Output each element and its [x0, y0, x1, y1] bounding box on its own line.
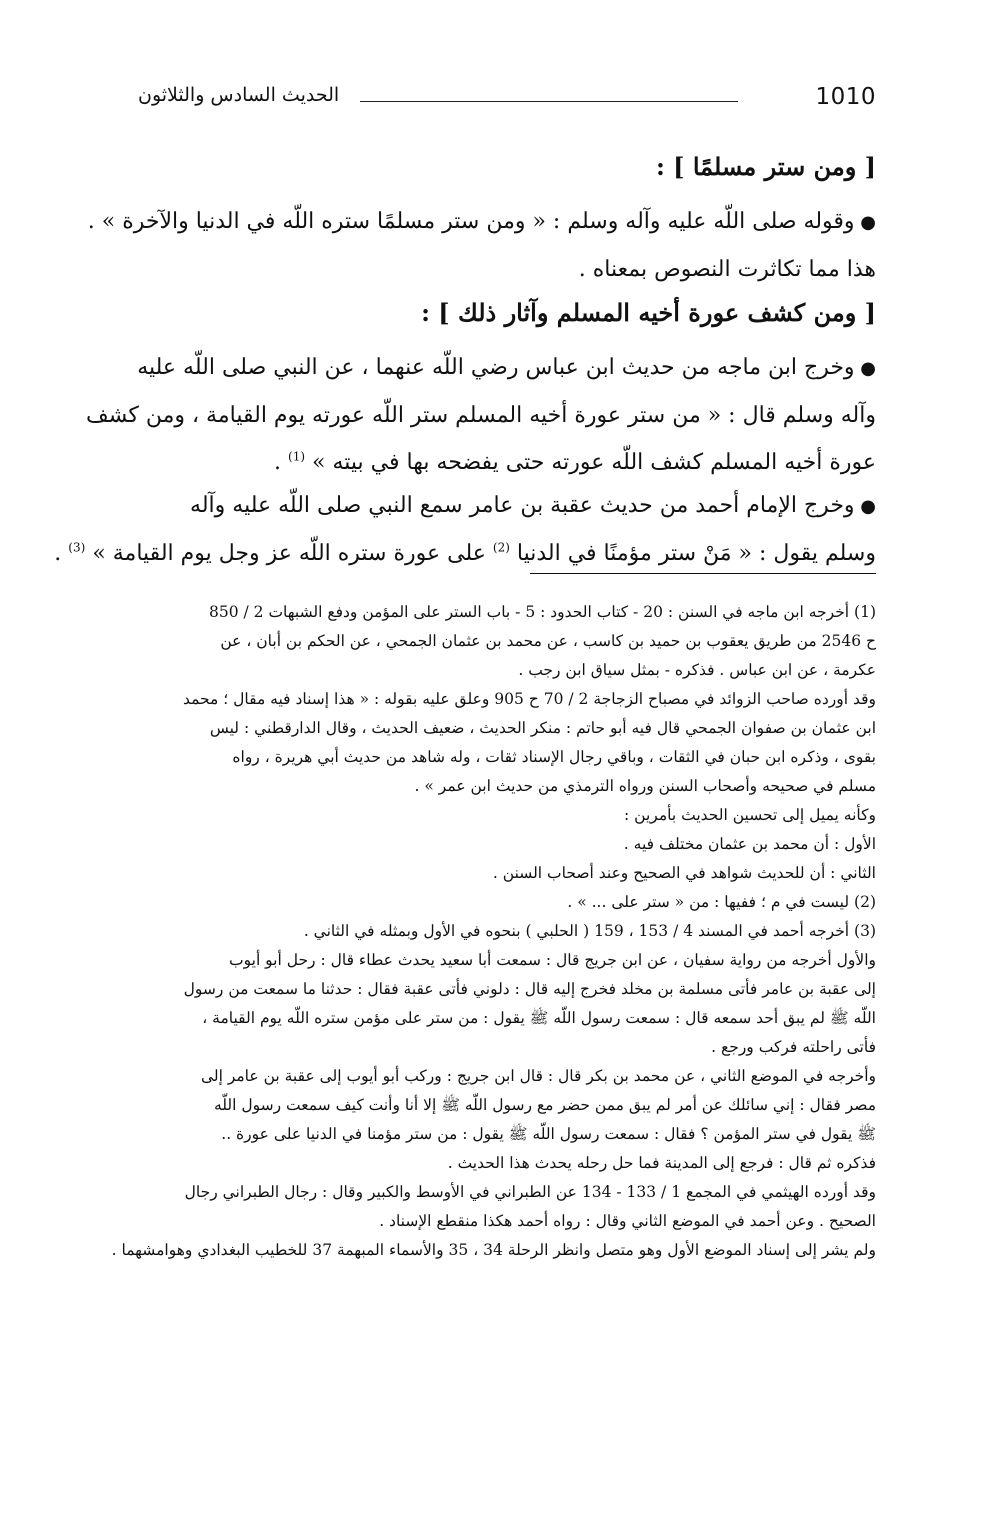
paragraph-line: هذا مما تكاثرت النصوص بمعناه . [578, 257, 876, 282]
footnote-line: فأتى راحلته فركب ورجع . [711, 1038, 876, 1056]
paragraph-ahmad [54, 482, 876, 577]
footnote-line: فذكره ثم قال : فرجع إلى المدينة فما حل رحله يحدث هذا الحديث . [447, 1154, 876, 1172]
page-number: 1010 [815, 84, 876, 110]
footnote-line: وقد أورده الهيثمي في المجمع 1 / 133 - 134 عن الطبراني في الأوسط والكبير وقال : رجال الطبراني رجال [184, 1183, 876, 1201]
bullet-icon: ● [854, 358, 876, 379]
paragraph-line: عورة أخيه المسلم كشف اللّه عورته حتى يفضحه بها في بيته » $^{(1)}$ . [274, 449, 876, 475]
paragraph-line: وآله وسلم قال : « من ستر عورة أخيه المسلم ستر اللّه عورته يوم القيامة ، ومن كشف [85, 403, 876, 428]
footnote-ref-3[interactable]: (3) [68, 540, 86, 555]
footnotes [111, 598, 876, 1265]
header-rule [360, 101, 738, 102]
paragraph-line: ● وخرج ابن ماجه من حديث ابن عباس رضي اللّه عنهما ، عن النبي صلى اللّه عليه [137, 355, 876, 380]
footnote-line: مسلم في صحيحه وأصحاب السنن ورواه الترمذي من حديث ابن عمر » . [414, 777, 876, 795]
footnote-line: ح 2546 من طريق يعقوب بن حميد بن كاسب ، عن محمد بن عثمان الجمحي ، عن الحكم بن أبان ، عن [220, 632, 876, 650]
footnote-line: الثاني : أن للحديث شواهد في الصحيح وعند أصحاب السنن . [492, 864, 876, 882]
section-heading-2: [ ومن كشف عورة أخيه المسلم وآثار ذلك ] : [421, 298, 876, 327]
footnote-line: ولم يشر إلى إسناد الموضع الأول وهو متصل وانظر الرحلة 34 ، 35 والأسماء المبهمة 37 للخطيب البغدادي وهوامشهما . [111, 1241, 876, 1259]
footnote-line: (2) ليست في م ؛ ففيها : من « ستر على ... » . [567, 893, 876, 911]
footnote-line: بقوى ، وذكره ابن حبان في الثقات ، وباقي رجال الإسناد ثقات ، وله شاهد من حديث أبي هريرة ، رواه [232, 748, 876, 766]
paragraph-ibn-majah [85, 344, 876, 486]
paragraph-line: وسلم يقول : « مَنْ ستر مؤمنًا في الدنيا $^{(2)}$ على عورة ستره اللّه عز وجل يوم القيامة » $^{(3)}$ . [54, 540, 876, 566]
footnote-ref-1[interactable]: (1) [288, 449, 306, 464]
footnote-line: ﷺ يقول في ستر المؤمن ؟ فقال : سمعت رسول اللّه ﷺ يقول : من ستر مؤمنا في الدنيا على عورة .. [221, 1125, 876, 1143]
footnote-line: الأول : أن محمد بن عثمان مختلف فيه . [623, 835, 876, 853]
bullet-icon: ● [854, 496, 876, 517]
footnote-line: مصر فقال : إني سائلك عن أمر لم يبق ممن حضر مع رسول اللّه ﷺ إلا أنا وأنت كيف سمعت رسول اللّه [213, 1096, 876, 1114]
footnote-line: الصحيح . وعن أحمد في الموضع الثاني وقال : رواه أحمد هكذا منقطع الإسناد . [379, 1212, 876, 1230]
footnote-separator [530, 573, 876, 574]
section-heading-1: [ ومن ستر مسلمًا ] : [655, 152, 876, 181]
bullet-icon: ● [854, 212, 876, 233]
paragraph-line: ● وقوله صلى اللّه عليه وآله وسلم : « ومن ستر مسلمًا ستره اللّه في الدنيا والآخرة » . [87, 209, 876, 234]
chapter-title: الحديث السادس والثلاثون [138, 84, 340, 106]
footnote-ref-2[interactable]: (2) [492, 540, 510, 555]
footnote-line: وأخرجه في الموضع الثاني ، عن محمد بن بكر قال : قال ابن جريج : وركب أبو أيوب إلى عقبة بن عامر إلى [200, 1067, 876, 1085]
paragraph-line: ● وخرج الإمام أحمد من حديث عقبة بن عامر سمع النبي صلى اللّه عليه وآله [190, 493, 876, 518]
footnote-line: وقد أورده صاحب الزوائد في مصباح الزجاجة 2 / 70 ح 905 وعلق عليه بقوله : « هذا إسناد فيه مقال ؛ محمد [182, 690, 876, 708]
section-1-text [87, 198, 876, 293]
footnote-line: (3) أخرجه أحمد في المسند 4 / 153 ، 159 ( الحلبي ) بنحوه في الأول وبمثله في الثاني . [303, 922, 876, 940]
footnote-line: إلى عقبة بن عامر فأتى مسلمة بن مخلد فخرج إليه قال : دلوني فأتى عقبة فقال : حدثنا ما سمعت من رسول [183, 980, 876, 998]
footnote-line: (1) أخرجه ابن ماجه في السنن : 20 - كتاب الحدود : 5 - باب الستر على المؤمن ودفع الشبهات 2 / 850 [208, 603, 876, 621]
footnote-line: والأول أخرجه من رواية سفيان ، عن ابن جريج قال : سمعت أبا سعيد يحدث عطاء قال : رحل أبو أيوب [229, 951, 876, 969]
footnote-line: عكرمة ، عن ابن عباس . فذكره - بمثل سياق ابن رجب . [518, 661, 876, 679]
running-header [138, 84, 876, 120]
footnote-line: وكأنه يميل إلى تحسين الحديث بأمرين : [624, 806, 876, 824]
footnote-line: ابن عثمان بن صفوان الجمحي قال فيه أبو حاتم : منكر الحديث ، ضعيف الحديث ، وقال الدارقطني : ليس [209, 719, 876, 737]
footnote-line: اللّه ﷺ لم يبق أحد سمعه قال : سمعت رسول اللّه ﷺ يقول : من ستر على مؤمن ستره اللّه يوم القيامة ، [202, 1009, 876, 1027]
